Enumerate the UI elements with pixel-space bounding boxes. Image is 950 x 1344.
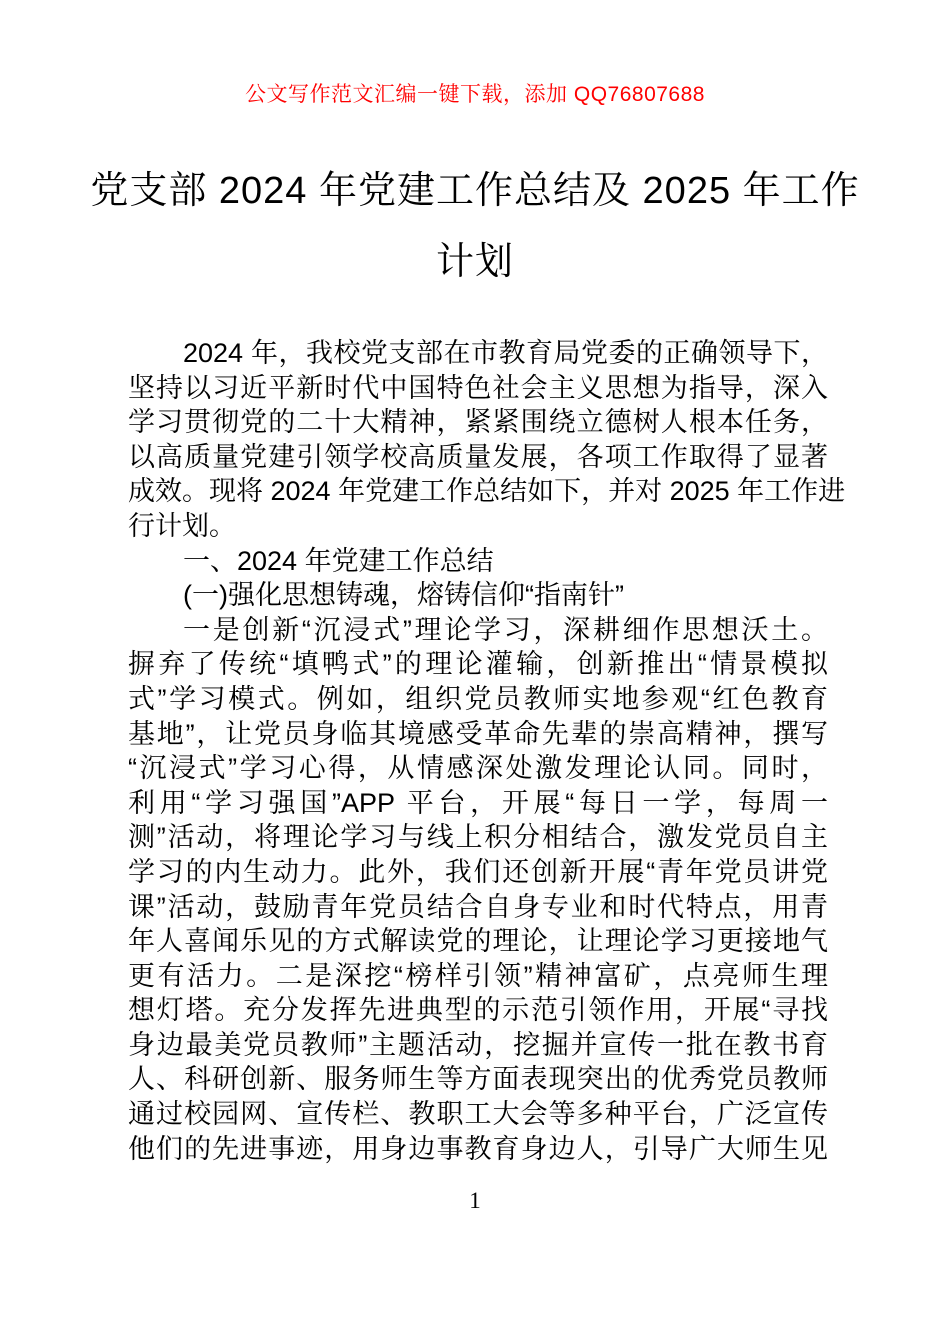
document-line: 想灯塔。充分发挥先进典型的示范引领作用，开展“寻找: [128, 995, 828, 1026]
document-title-line2: 计划: [435, 241, 514, 283]
document-line: 摒弃了传统“填鸭式”的理论灌输，创新推出“情景模拟: [128, 649, 828, 680]
document-line: 一是创新“沉浸式”理论学习，深耕细作思想沃土。: [183, 614, 828, 645]
document-title-line1: 党支部 2024 年党建工作总结及 2025 年工作: [90, 170, 860, 212]
document-line: 成效。现将 2024 年党建工作总结如下，并对 2025 年工作进: [128, 476, 846, 507]
document-line: 2024 年，我校党支部在市教育局党委的正确领导下，: [183, 338, 828, 368]
document-line: 以高质量党建引领学校高质量发展，各项工作取得了显著: [128, 441, 828, 472]
document-title: [70, 156, 880, 298]
document-line: 课”活动，鼓励青年党员结合自身专业和时代特点，用青: [128, 891, 828, 922]
document-line: 学习贯彻党的二十大精神，紧紧围绕立德树人根本任务，: [128, 407, 828, 438]
document-line: (一)强化思想铸魂，熔铸信仰“指南针”: [183, 580, 624, 611]
document-line: 学习的内生动力。此外，我们还创新开展“青年党员讲党: [128, 856, 828, 887]
document-line: 人、科研创新、服务师生等方面表现突出的优秀党员教师: [128, 1064, 828, 1095]
promo-banner: 公文写作范文汇编一键下载，添加 QQ76807688: [245, 83, 705, 106]
document-line: 年人喜闻乐见的方式解读党的理论，让理论学习更接地气: [128, 926, 828, 957]
document-line: 式”学习模式。例如，组织党员教师实地参观“红色教育: [128, 683, 828, 714]
page-number: 1: [469, 1188, 481, 1213]
document-line: 行计划。: [128, 510, 236, 541]
document-line: 他们的先进事迹，用身边事教育身边人，引导广大师生见: [128, 1133, 828, 1164]
document-line: 利用“学习强国”APP 平台，开展“每日一学，每周一: [128, 787, 828, 818]
document-line: 基地”，让党员身临其境感受革命先辈的崇高精神，撰写: [128, 718, 828, 749]
document-line: 测”活动，将理论学习与线上积分相结合，激发党员自主: [128, 822, 828, 853]
document-line: 通过校园网、宣传栏、教职工大会等多种平台，广泛宣传: [128, 1099, 828, 1130]
document-line: 更有活力。二是深挖“榜样引领”精神富矿，点亮师生理: [128, 960, 828, 991]
document-line: “沉浸式”学习心得，从情感深处激发理论认同。同时，: [128, 753, 828, 784]
document-body: [128, 336, 846, 1166]
document-line: 坚持以习近平新时代中国特色社会主义思想为指导，深入: [128, 372, 828, 403]
document-line: 一、2024 年党建工作总结: [183, 545, 494, 576]
document-line: 身边最美党员教师”主题活动，挖掘并宣传一批在教书育: [128, 1029, 828, 1060]
